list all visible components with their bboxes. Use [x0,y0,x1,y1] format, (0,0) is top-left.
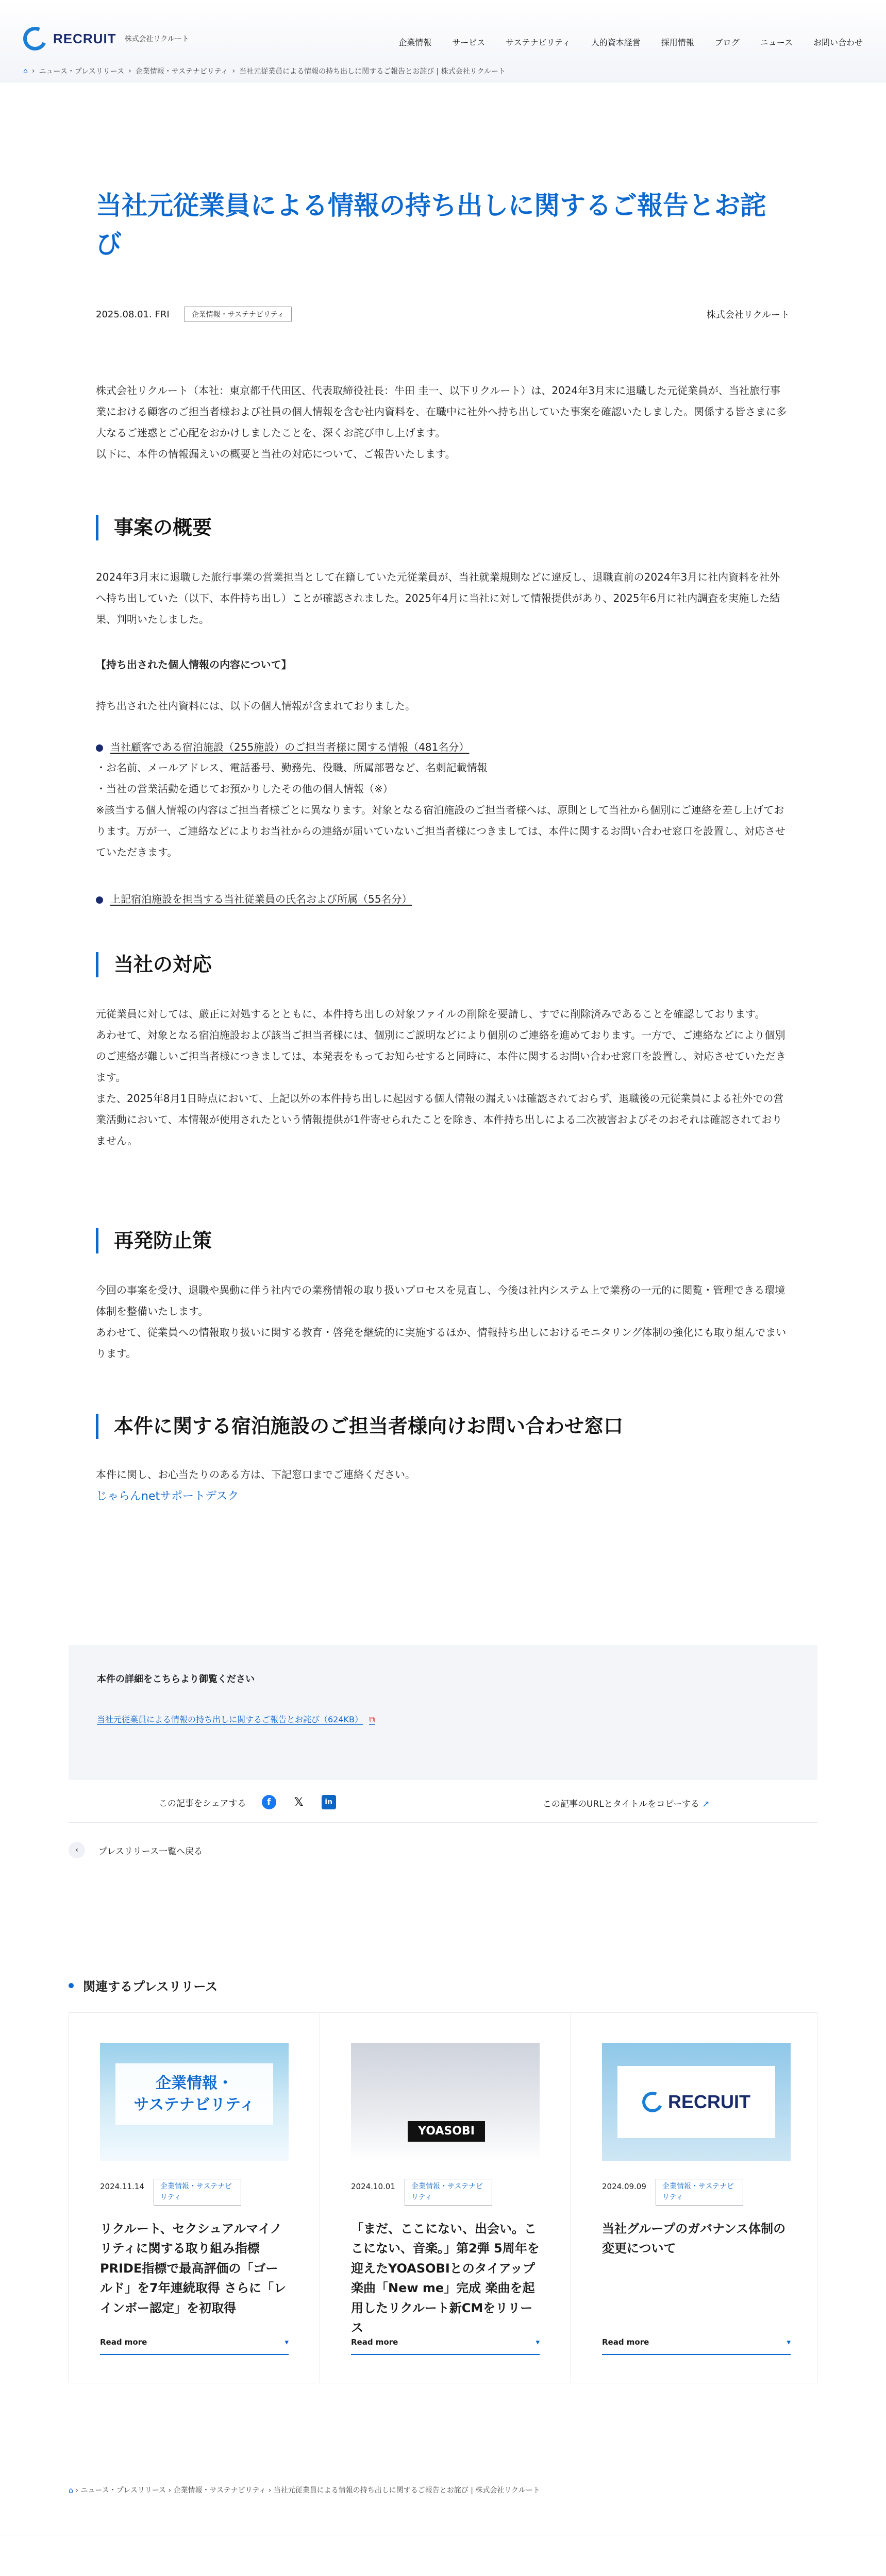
card-date: 2024.10.01 [351,2182,395,2191]
linkedin-icon[interactable]: in [322,1795,336,1809]
home-icon[interactable]: ⌂ [23,67,28,75]
breadcrumb-sep-icon: › [31,67,35,75]
back-label: プレスリリース一覧へ戻る [98,1846,203,1857]
related-card[interactable] [571,2013,822,2383]
chevron-down-icon: ▾ [787,2337,791,2347]
share-group [159,1795,336,1809]
pdf-download-link[interactable] [97,1713,375,1725]
related-heading: 関連するプレスリリース [69,1976,218,1994]
leaked-item-1 [96,737,790,758]
download-box [69,1645,817,1780]
article-date: 2025.08.01. FRI [96,309,170,320]
leaked-item-1-detail: ・お名前、メールアドレス、電話番号、勤務先、役職、所属部署など、名刺記載情報 ・当社の営業活動を通じてお預かりしたその他の個人情報（※） ※該当する個人情報の内容はご担当者様ごとに異なります。対象となる宿泊施設のご担当者様へは、原則として当社から個別にご連絡を差し上げております。万が一、ご連絡などによりお当社からの連絡が届いていないご担当者様につきましては、本件に関するお問い合わせ窓口を設置し、対応させていただきます。 [96,761,785,858]
breadcrumb-current: 当社元従業員による情報の持ち出しに関するご報告とお詫び | 株式会社リクルート [273,2486,540,2495]
bullet-icon [96,744,103,752]
section-heading-prevention: 再発防止策 [96,1228,212,1253]
copy-url-label: この記事のURLとタイトルをコピーする [543,1799,699,1809]
back-to-list[interactable] [69,1842,203,1858]
breadcrumb-news[interactable]: ニュース・プレスリリース [39,67,125,76]
related-card[interactable] [69,2013,320,2383]
card-thumbnail [100,2043,289,2161]
card-tag[interactable]: 企業情報・サステナビリティ [154,2179,241,2206]
x-icon[interactable]: 𝕏 [294,1795,304,1809]
thumb-logo [617,2066,775,2138]
breadcrumb-news[interactable]: ニュース・プレスリリース [80,2486,166,2495]
card-thumbnail [351,2043,540,2161]
card-title: リクルート、セクシュアルマイノリティに関する取り組み指標PRIDE指標で最高評価の「ゴールド」を7年連続取得 さらに「レインボー認定」を初取得 [100,2222,287,2315]
nav-contact[interactable]: お問い合わせ [813,38,863,47]
leaked-info-heading: 【持ち出された個人情報の内容について】 [96,658,292,671]
global-nav [398,36,863,48]
chevron-left-icon: ‹ [69,1842,85,1858]
category-tag[interactable]: 企業情報・サステナビリティ [184,307,292,322]
related-card[interactable] [320,2013,571,2383]
download-heading: 本件の詳細をこちらより御覧ください [97,1674,255,1685]
read-more-link[interactable] [602,2337,791,2355]
nav-recruiting[interactable]: 採用情報 [661,38,694,47]
home-icon[interactable]: ⌂ [69,2486,73,2495]
company-name: 株式会社リクルート [706,310,790,320]
leaked-item-1-link[interactable]: 当社顧客である宿泊施設（255施設）のご担当者様に関する情報（481名分） [110,741,470,753]
breadcrumb-sep-icon: › [128,67,131,75]
nav-corporate[interactable]: 企業情報 [398,38,432,47]
logo-text: RECRUIT [53,30,116,46]
response-text: 元従業員に対しては、厳正に対処するとともに、本件持ち出しの対象ファイルの削除を要請し、すでに削除済みであることを確認しております。 あわせて、対象となる宿泊施設および該当ご担当者様には、個別にご説明などにより個別のご連絡を進めております。一方で、ご連絡などにより個別のご連絡が難しいご担当者様につきましては、本発表をもってお知らせすると同時に、本件に関するお問い合わせ窓口を設置し、対応させていただきます。 また、2025年8月1日時点において、上記以外の本件持ち出しに起因する個人情報の漏えいは確認されておらず、退職後の元従業員による社外での営業活動において、本情報が使用されたという情報提供が1件寄せられたことを除き、本件持ち出しによる二次被害およびそのおそれは確認されておりません。 [96,1008,786,1147]
breadcrumb-category[interactable]: 企業情報・サステナビリティ [135,67,228,76]
nav-news[interactable]: ニュース [760,38,793,47]
section-heading-overview: 事案の概要 [96,515,212,540]
read-more-label: Read more [602,2337,649,2347]
nav-blog[interactable]: ブログ [714,38,740,47]
card-date: 2024.09.09 [602,2182,646,2191]
support-desk-link[interactable]: じゃらんnetサポートデスク [96,1490,239,1503]
card-meta [351,2179,540,2206]
leaked-item-2-link[interactable]: 上記宿泊施設を担当する当社従業員の氏名および所属（55名分） [110,893,412,905]
related-cards [69,2012,817,2383]
card-title: 当社グループのガバナンス体制の変更について [602,2222,786,2256]
thumb-label: YOASOBI [408,2121,485,2142]
nav-service[interactable]: サービス [452,38,486,47]
section-heading-response: 当社の対応 [96,952,212,977]
recruit-logo[interactable] [23,27,189,50]
leaked-item-2 [96,889,790,910]
copy-url-button[interactable] [543,1797,710,1809]
chevron-down-icon: ▾ [285,2337,289,2347]
recruit-logo-mark [639,2089,665,2115]
card-tag[interactable]: 企業情報・サステナビリティ [405,2179,492,2206]
overview-text: 2024年3月末に退職した旅行事業の営業担当として在籍していた元従業員が、当社就業規則などに違反し、退職直前の2024年3月に社内資料を社外へ持ち出していた（以下、本件持ち出し）ことが確認されました。2025年4月に当社に対して情報提供があり、2025年6月に社内調査を実施した結果、判明いたしました。 [96,571,780,625]
page-title: 当社元従業員による情報の持ち出しに関するご報告とお詫び [96,191,766,259]
breadcrumb-category[interactable]: 企業情報・サステナビリティ [173,2486,266,2495]
nav-sustainability[interactable]: サステナビリティ [506,38,571,47]
logo-sub: 株式会社リクルート [124,35,189,43]
pdf-icon: ⧉ [369,1715,375,1724]
breadcrumb [23,66,506,76]
breadcrumb-sep-icon: › [232,67,236,75]
contact-link-wrap [96,1485,790,1508]
article-meta [96,304,790,325]
copy-icon: ↗ [702,1799,710,1809]
bullet-icon [96,896,103,904]
card-title: 「まだ、ここにない、出会い。ここにない、音楽。」第2弾 5周年を迎えたYOASOBIとのタイアップ楽曲「New me」完成 楽曲を起用したリクルート新CMをリリース [351,2222,540,2335]
intro-text: 株式会社リクルート（本社：東京都千代田区、代表取締役社長：牛田 圭一、以下リクルート）は、2024年3月末に退職した元従業員が、当社旅行事業における顧客のご担当者様および社員の個人情報を含む社内資料を、在職中に社外へ持ち出していた事案を確認いたしました。関係する皆さまに多大なるご迷惑とご心配をおかけしましたことを、深くお詫び申し上げます。 以下に、本件の情報漏えいの概要と当社の対応について、ご報告いたします。 [96,384,787,460]
pdf-file-name: 当社元従業員による情報の持ち出しに関するご報告とお詫び（624KB） [97,1715,363,1724]
chevron-down-icon: ▾ [536,2337,540,2347]
card-meta [100,2179,289,2206]
card-tag[interactable]: 企業情報・サステナビリティ [656,2179,743,2206]
card-date: 2024.11.14 [100,2182,144,2191]
thumb-label: RECRUIT [668,2091,750,2112]
site-header [0,0,886,82]
read-more-link[interactable] [351,2337,540,2355]
leaked-info-intro: 持ち出された社内資料には、以下の個人情報が含まれておりました。 [96,700,415,712]
nav-human-capital[interactable]: 人的資本経営 [591,38,641,47]
read-more-link[interactable] [100,2337,289,2355]
share-label: この記事をシェアする [159,1798,246,1809]
card-meta [602,2179,791,2206]
prevention-text: 今回の事案を受け、退職や異動に伴う社内での業務情報の取り扱いプロセスを見直し、今後は社内システム上で業務の一元的に閲覧・管理できる環境体制を整備いたします。 あわせて、従業員への情報取り扱いに関する教育・啓発を継続的に実施するほか、情報持ち出しにおけるモニタリング体制の強化にも取り組んでまいります。 [96,1284,787,1360]
facebook-icon[interactable]: f [262,1795,276,1809]
thumb-label: 企業情報・ サステナビリティ [115,2063,273,2125]
share-bar [69,1782,817,1823]
read-more-label: Read more [100,2337,147,2347]
section-heading-contact: 本件に関する宿泊施設のご担当者様向けお問い合わせ窓口 [96,1414,623,1439]
breadcrumb-bottom: ⌂ › ニュース・プレスリリース › 企業情報・サステナビリティ › 当社元従業員による情報の持ち出しに関するご報告とお詫び | 株式会社リクルート [69,2486,540,2495]
card-thumbnail [602,2043,791,2161]
recruit-logo-mark [20,24,51,54]
breadcrumb-current: 当社元従業員による情報の持ち出しに関するご報告とお詫び | 株式会社リクルート [239,67,506,76]
contact-text: 本件に関し、お心当たりのある方は、下記窓口までご連絡ください。 [96,1468,415,1481]
read-more-label: Read more [351,2337,398,2347]
site-footer [0,2535,886,2576]
